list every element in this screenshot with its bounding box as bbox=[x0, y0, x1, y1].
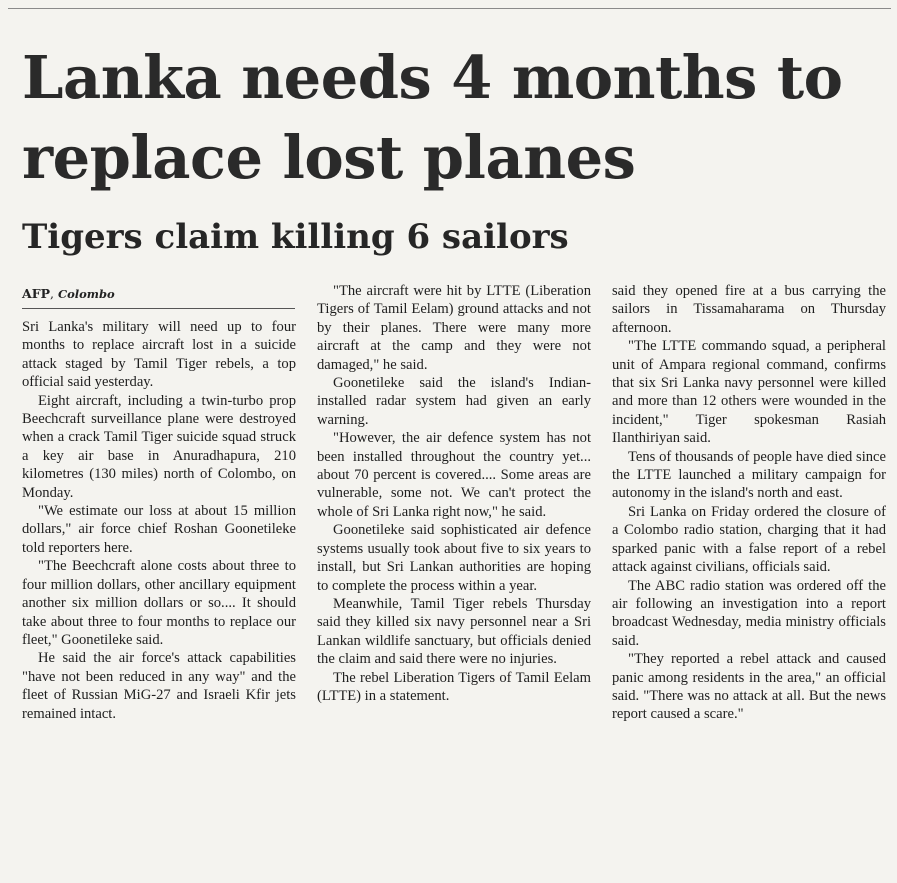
paragraph: Tens of thousands of people have died since the LTTE launched a military campaign for autonomy in the island's north and east. bbox=[612, 448, 886, 502]
byline-place: Colombo bbox=[57, 287, 115, 301]
paragraph: "However, the air defence system has not been installed throughout the country yet... about 70 percent is covered.... Some areas are vulnerable, some not. We can't protect the whole of Sri Lanka right now," he said. bbox=[317, 430, 591, 520]
paragraph: Goonetileke said sophisticated air defence systems usually took about five to six years to install, but Sri Lankan authorities are hoping to complete the process within a year. bbox=[317, 522, 591, 594]
paragraph: said they opened fire at a bus carrying the sailors in Tissamaharama on Thursday afternoon. bbox=[612, 283, 886, 336]
byline-separator: , bbox=[49, 286, 58, 301]
paragraph: Goonetileke said the island's Indian-installed radar system had given an early warning. bbox=[317, 375, 591, 428]
paragraph: The ABC radio station was ordered off the air following an investigation into a report broadcast Wednesday, media ministry officials said. bbox=[612, 577, 886, 649]
byline bbox=[22, 286, 115, 301]
paragraph: He said the air force's attack capabilities "have not been reduced in any way" and the fleet of Russian MiG-27 and Israeli Kfir jets remained intact. bbox=[22, 650, 296, 722]
paragraph: "They reported a rebel attack and caused panic among residents in the area," an official said. "There was no attack at all. But the news report caused a scare." bbox=[612, 651, 886, 723]
paragraph: Sri Lanka on Friday ordered the closure of a Colombo radio station, charging that it had sparked panic with a false report of a rebel attack against civilians, officials said. bbox=[612, 503, 886, 576]
headline: Lanka needs 4 months to replace lost planes bbox=[22, 43, 843, 192]
paragraph: "We estimate our loss at about 15 million dollars," air force chief Roshan Goonetileke told reporters here. bbox=[22, 503, 296, 556]
top-border-rule bbox=[8, 8, 891, 9]
article-column-1 bbox=[22, 318, 296, 723]
paragraph: "The Beechcraft alone costs about three to four million dollars, other ancillary equipment another six million dollars or so.... It should take about three to four months to replace our fleet," Goonetileke said. bbox=[22, 558, 296, 648]
paragraph: The rebel Liberation Tigers of Tamil Eelam (LTTE) in a statement. bbox=[317, 669, 591, 704]
byline-rule bbox=[22, 308, 295, 309]
paragraph: Meanwhile, Tamil Tiger rebels Thursday said they killed six navy personnel near a Sri Lankan wildlife sanctuary, but officials denied the claim and said there were no injuries. bbox=[317, 595, 591, 668]
paragraph: Eight aircraft, including a twin-turbo prop Beechcraft surveillance plane were destroyed when a crack Tamil Tiger suicide squad struck a key air base in Anuradhapura, 210 kilometres (130 miles) north of Colombo, on Monday. bbox=[22, 392, 296, 501]
paragraph: "The aircraft were hit by LTTE (Liberation Tigers of Tamil Eelam) ground attacks and not by their planes. There were many more aircraft at the camp and they were not damaged," he said. bbox=[317, 283, 591, 373]
paragraph: "The LTTE commando squad, a peripheral unit of Ampara regional command, confirms that six Sri Lanka navy personnel were killed and more than 12 others were wounded in the incident," Tiger spokesman Rasiah Ilanthiriyan said. bbox=[612, 338, 886, 447]
subhead: Tigers claim killing 6 sailors bbox=[22, 217, 569, 257]
byline-source: AFP bbox=[22, 286, 50, 301]
article-column-2 bbox=[317, 282, 591, 705]
article-column-3 bbox=[612, 282, 886, 724]
paragraph: Sri Lanka's military will need up to four months to replace aircraft lost in a suicide attack staged by Tamil Tiger rebels, a top official said yesterday. bbox=[22, 319, 296, 391]
